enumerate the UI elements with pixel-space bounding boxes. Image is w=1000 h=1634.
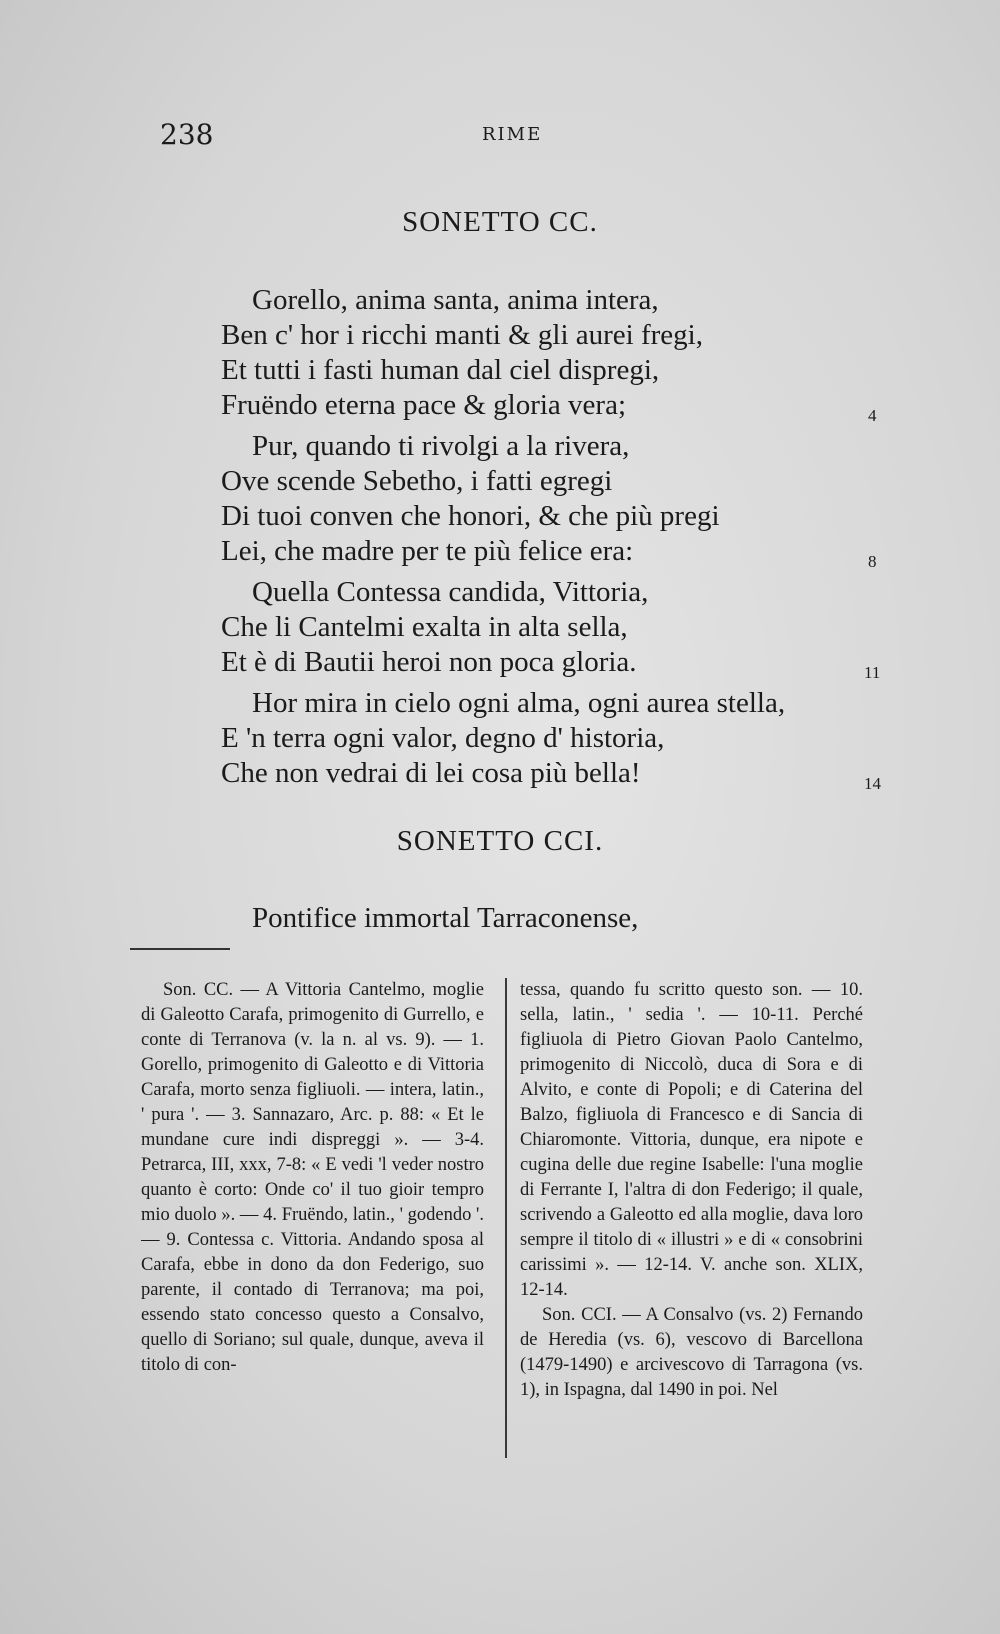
poem-line: Ben c' hor i ricchi manti & gli aurei fregi,	[221, 319, 703, 351]
sonnet-title: SONETTO CCI.	[396, 825, 604, 857]
line-number: 11	[864, 663, 881, 682]
poem-line: Fruëndo eterna pace & gloria vera;	[221, 389, 627, 421]
page-header	[0, 118, 1000, 158]
column-divider	[505, 978, 507, 1458]
line-number: 4	[868, 406, 877, 425]
poem-line: Ove scende Sebetho, i fatti egregi	[221, 465, 613, 497]
commentary-column-left	[141, 978, 484, 1378]
poem-line: Che li Cantelmi exalta in alta sella,	[221, 611, 628, 643]
poem-line: Et tutti i fasti human dal ciel dispregi,	[221, 354, 660, 386]
poem-line: Lei, che madre per te più felice era:	[221, 535, 634, 567]
commentary-note: tessa, quando fu scritto questo son. — 10. sella, latin., ' sedia '. — 10-11. Perché figliuola di Pietro Giovan Paolo Cantelmo, primogenito di Niccolò, duca di Sora e di Alvito, e conte di Popoli; e di Caterina del Balzo, figliuola di Francesco e di Sancia di Chiaromonte. Vittoria, dunque, era nipote e cugina delle due regine Isabelle: l'una moglie di Ferrante I, l'altra di don Federigo; il quale, scrivendo a Galeotto ed alla moglie, dava loro sempre il titolo di « illustri » e di « consobrini carissimi ». — 12-14. V. anche son. XLIX, 12-14.	[520, 980, 863, 1300]
running-head: RIME	[482, 124, 543, 145]
poem-line: Pur, quando ti rivolgi a la rivera,	[252, 430, 630, 462]
poem-line: Et è di Bautii heroi non poca gloria.	[221, 646, 637, 678]
poem-line: E 'n terra ogni valor, degno d' historia,	[221, 722, 665, 754]
commentary-note: Son. CCI. — A Consalvo (vs. 2) Fernando de Heredia (vs. 6), vescovo di Barcellona (1479-1490) e arcivescovo di Tarragona (vs. 1), in Ispagna, dal 1490 in poi. Nel	[520, 1305, 863, 1400]
poem-line: Gorello, anima santa, anima intera,	[252, 284, 659, 316]
commentary-column-right	[520, 978, 863, 1403]
commentary-note: Son. CC. — A Vittoria Cantelmo, moglie di Galeotto Carafa, primogenito di Gurrello, e conte di Terranova (v. la n. al vs. 9). — 1. Gorello, primogenito di Galeotto e di Vittoria Carafa, morto senza figliuoli. — intera, latin., ' pura '. — 3. Sannazaro, Arc. p. 88: « Et le mundane cure indi dispreggi ». — 3-4. Petrarca, III, xxx, 7-8: « E vedi 'l veder nostro quanto è corto: Onde co' il tuo gioir tempro mio duolo ». — 4. Fruëndo, latin., ' godendo '. — 9. Contessa c. Vittoria. Andando sposa al Carafa, ebbe in dono da don Federigo, suo parente, il contado di Terranova; ma poi, essendo stato concesso questo a Consalvo, quello di Soriano; sul quale, dunque, aveva il titolo di con-	[141, 980, 484, 1375]
page-number: 238	[160, 118, 214, 151]
poem-line: Hor mira in cielo ogni alma, ogni aurea stella,	[252, 687, 786, 719]
poem-line: Quella Contessa candida, Vittoria,	[252, 576, 649, 608]
line-number: 8	[868, 552, 877, 571]
sonnet-title: SONETTO CC.	[402, 206, 598, 238]
line-number: 14	[864, 774, 881, 793]
poem-line: Che non vedrai di lei cosa più bella!	[221, 757, 641, 789]
footnote-rule	[130, 948, 230, 950]
poem-line: Di tuoi conven che honori, & che più pregi	[221, 500, 720, 532]
poem-line: Pontifice immortal Tarraconense,	[252, 902, 639, 934]
